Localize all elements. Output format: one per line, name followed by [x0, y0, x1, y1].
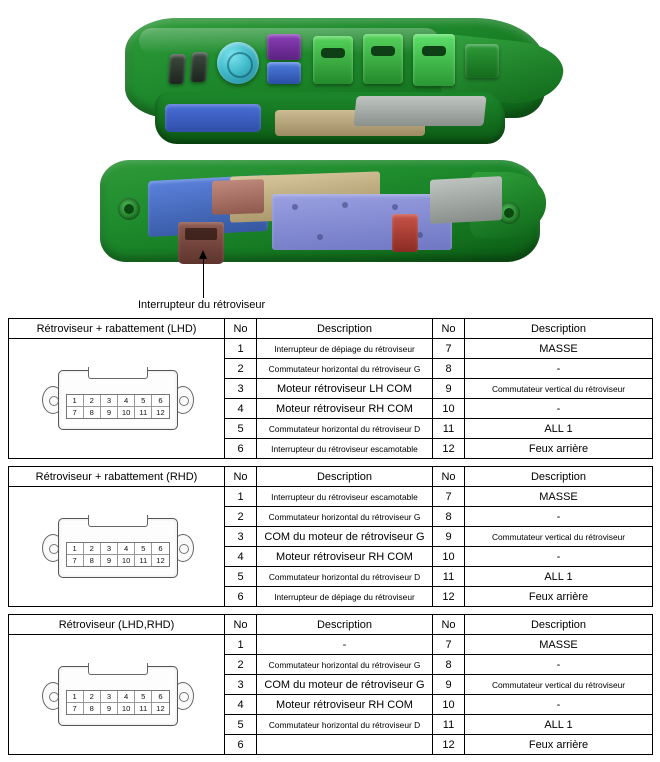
mirror-select-button-right — [190, 52, 208, 82]
table-row: - — [465, 359, 653, 379]
header-description-2: Description — [465, 467, 653, 487]
connector-latch-notch — [88, 367, 148, 379]
pin-cell: 5 — [135, 691, 152, 702]
switch-end-cap — [465, 44, 499, 78]
pin-cell: 3 — [101, 691, 118, 702]
table-row: 7 — [433, 487, 465, 507]
header-description: Description — [257, 319, 433, 339]
table-row: 6 — [225, 735, 257, 755]
table-row: 6 — [225, 439, 257, 459]
pin-cell: 10 — [118, 702, 135, 714]
table-row: Commutateur horizontal du rétroviseur G — [257, 655, 433, 675]
pin-cell: 2 — [84, 395, 101, 406]
table-row: - — [465, 399, 653, 419]
pin-cell: 12 — [152, 406, 168, 418]
table-row: Commutateur horizontal du rétroviseur D — [257, 567, 433, 587]
pin-cell: 9 — [101, 406, 118, 418]
table-row: 7 — [433, 635, 465, 655]
table-row: 11 — [433, 419, 465, 439]
pin-cell: 6 — [158, 395, 163, 405]
power-window-switch-top-view — [125, 18, 545, 138]
table-row: 3 — [225, 527, 257, 547]
table-row: - — [465, 507, 653, 527]
header-no-2: No — [433, 319, 465, 339]
pin-cell: 3 — [101, 395, 118, 406]
mirror-select-button-left — [168, 54, 186, 84]
header-description: Description — [257, 467, 433, 487]
pin-cell: 7 — [67, 406, 84, 418]
table-row: 11 — [433, 715, 465, 735]
pinout-table-lhd-rhd — [8, 614, 653, 755]
table-row: 2 — [225, 359, 257, 379]
pin-cell: 9 — [101, 702, 118, 714]
table-row: Commutateur horizontal du rétroviseur G — [257, 359, 433, 379]
callout-label: Interrupteur du rétroviseur — [138, 299, 266, 311]
pin-cell: 11 — [135, 554, 152, 566]
table-row: 2 — [225, 655, 257, 675]
table-row: Interrupteur de dépiage du rétroviseur — [257, 339, 433, 359]
table-row: 2 — [225, 507, 257, 527]
table-row: - — [465, 547, 653, 567]
pin-cell: 12 — [152, 554, 168, 566]
table-row: 6 — [225, 587, 257, 607]
connector-latch-notch — [88, 515, 148, 527]
table-row: 11 — [433, 567, 465, 587]
table-row: Commutateur horizontal du rétroviseur G — [257, 507, 433, 527]
pin-cell: 1 — [67, 691, 84, 702]
window-switch-3 — [413, 34, 455, 86]
table-row: Feux arrière — [465, 587, 653, 607]
callout-leader-line — [203, 256, 204, 298]
power-window-switch-bottom-view — [100, 160, 540, 270]
pinout-table-rhd — [8, 466, 653, 607]
pinout-table-lhd — [8, 318, 653, 459]
pcb-violet-module — [272, 194, 452, 250]
window-switch-1 — [313, 36, 353, 84]
header-no: No — [225, 319, 257, 339]
pin-cell: 7 — [67, 702, 84, 714]
pin-cell: 2 — [84, 543, 101, 554]
window-switch-slot-3 — [422, 46, 446, 56]
header-description-2: Description — [465, 615, 653, 635]
table-row: ALL 1 — [465, 419, 653, 439]
pcb-rust-module — [212, 179, 264, 215]
window-switch-slot-1 — [321, 48, 345, 58]
table-row: Interrupteur du rétroviseur escamotable — [257, 487, 433, 507]
window-switch-2 — [363, 34, 403, 84]
table-row: 5 — [225, 567, 257, 587]
table-row: COM du moteur de rétroviseur G — [257, 527, 433, 547]
table-row: 9 — [433, 379, 465, 399]
table-row: 4 — [225, 399, 257, 419]
window-switch-slot-2 — [371, 46, 395, 56]
table-row: 4 — [225, 547, 257, 567]
table-row: - — [465, 695, 653, 715]
table-title: Rétroviseur (LHD,RHD) — [9, 615, 225, 635]
table-row: 4 — [225, 695, 257, 715]
window-lock-button — [267, 34, 301, 60]
table-row: - — [465, 655, 653, 675]
base-grey-module — [353, 96, 486, 126]
pin-cell: 2 — [84, 691, 101, 702]
pin-cell: 6 — [158, 543, 163, 553]
table-row: 10 — [433, 547, 465, 567]
table-title: Rétroviseur + rabattement (RHD) — [9, 467, 225, 487]
table-title: Rétroviseur + rabattement (LHD) — [9, 319, 225, 339]
pin-cell: 4 — [118, 395, 135, 406]
table-row: 8 — [433, 655, 465, 675]
table-row: ALL 1 — [465, 567, 653, 587]
red-connector — [392, 214, 418, 252]
connector-pin-grid — [66, 394, 170, 419]
table-row: 3 — [225, 379, 257, 399]
table-row: 3 — [225, 675, 257, 695]
table-row: ALL 1 — [465, 715, 653, 735]
table-row: MASSE — [465, 635, 653, 655]
table-row: - — [257, 635, 433, 655]
table-row: 1 — [225, 635, 257, 655]
table-row: Moteur rétroviseur LH COM — [257, 379, 433, 399]
switch-illustration — [0, 0, 660, 312]
table-row: Moteur rétroviseur RH COM — [257, 695, 433, 715]
mounting-boss-left — [118, 198, 140, 220]
pin-cell: 10 — [118, 406, 135, 418]
table-row: 9 — [433, 675, 465, 695]
table-row: 10 — [433, 399, 465, 419]
table-row: 1 — [225, 487, 257, 507]
pin-cell: 11 — [135, 406, 152, 418]
table-row: 7 — [433, 339, 465, 359]
header-no-2: No — [433, 615, 465, 635]
pin-cell: 11 — [135, 702, 152, 714]
table-row: 5 — [225, 419, 257, 439]
mirror-joystick-knob — [217, 42, 259, 84]
base-blue-module — [165, 104, 261, 132]
table-row: Commutateur vertical du rétroviseur — [465, 675, 653, 695]
pin-cell: 6 — [158, 691, 163, 701]
connector-diagram — [9, 339, 225, 459]
pin-cell: 12 — [152, 702, 168, 714]
table-row: 12 — [433, 439, 465, 459]
table-row: COM du moteur de rétroviseur G — [257, 675, 433, 695]
pin-cell: 9 — [101, 554, 118, 566]
pin-cell: 5 — [135, 395, 152, 406]
pin-cell: 3 — [101, 543, 118, 554]
table-row: Feux arrière — [465, 735, 653, 755]
table-row: 12 — [433, 587, 465, 607]
table-row: 8 — [433, 507, 465, 527]
pin-cell: 7 — [67, 554, 84, 566]
table-row: Commutateur vertical du rétroviseur — [465, 527, 653, 547]
table-row: Commutateur horizontal du rétroviseur D — [257, 715, 433, 735]
table-row: Commutateur horizontal du rétroviseur D — [257, 419, 433, 439]
table-row: Interrupteur du rétroviseur escamotable — [257, 439, 433, 459]
connector-diagram — [9, 635, 225, 755]
connector-pin-grid — [66, 690, 170, 715]
table-row: Moteur rétroviseur RH COM — [257, 399, 433, 419]
pin-cell: 5 — [135, 543, 152, 554]
connector-pin-grid — [66, 542, 170, 567]
pin-cell: 1 — [67, 543, 84, 554]
header-description-2: Description — [465, 319, 653, 339]
mirror-fold-button — [267, 62, 301, 84]
table-row: MASSE — [465, 339, 653, 359]
table-row: MASSE — [465, 487, 653, 507]
pin-cell: 8 — [84, 702, 101, 714]
table-row: Commutateur vertical du rétroviseur — [465, 379, 653, 399]
table-row: 1 — [225, 339, 257, 359]
pin-cell: 4 — [118, 543, 135, 554]
table-row: Feux arrière — [465, 439, 653, 459]
connector-diagram — [9, 487, 225, 607]
table-row: Interrupteur de dépiage du rétroviseur — [257, 587, 433, 607]
connector-latch-notch — [88, 663, 148, 675]
pin-cell: 1 — [67, 395, 84, 406]
table-row: 5 — [225, 715, 257, 735]
pin-cell: 10 — [118, 554, 135, 566]
pin-cell: 8 — [84, 554, 101, 566]
header-no: No — [225, 467, 257, 487]
header-description: Description — [257, 615, 433, 635]
table-row: 10 — [433, 695, 465, 715]
table-row: 12 — [433, 735, 465, 755]
pcb-grey-module — [430, 176, 502, 224]
header-no: No — [225, 615, 257, 635]
pin-cell: 4 — [118, 691, 135, 702]
table-row: Moteur rétroviseur RH COM — [257, 547, 433, 567]
table-row: 9 — [433, 527, 465, 547]
pinout-tables — [8, 318, 652, 762]
table-row: 8 — [433, 359, 465, 379]
header-no-2: No — [433, 467, 465, 487]
pin-cell: 8 — [84, 406, 101, 418]
